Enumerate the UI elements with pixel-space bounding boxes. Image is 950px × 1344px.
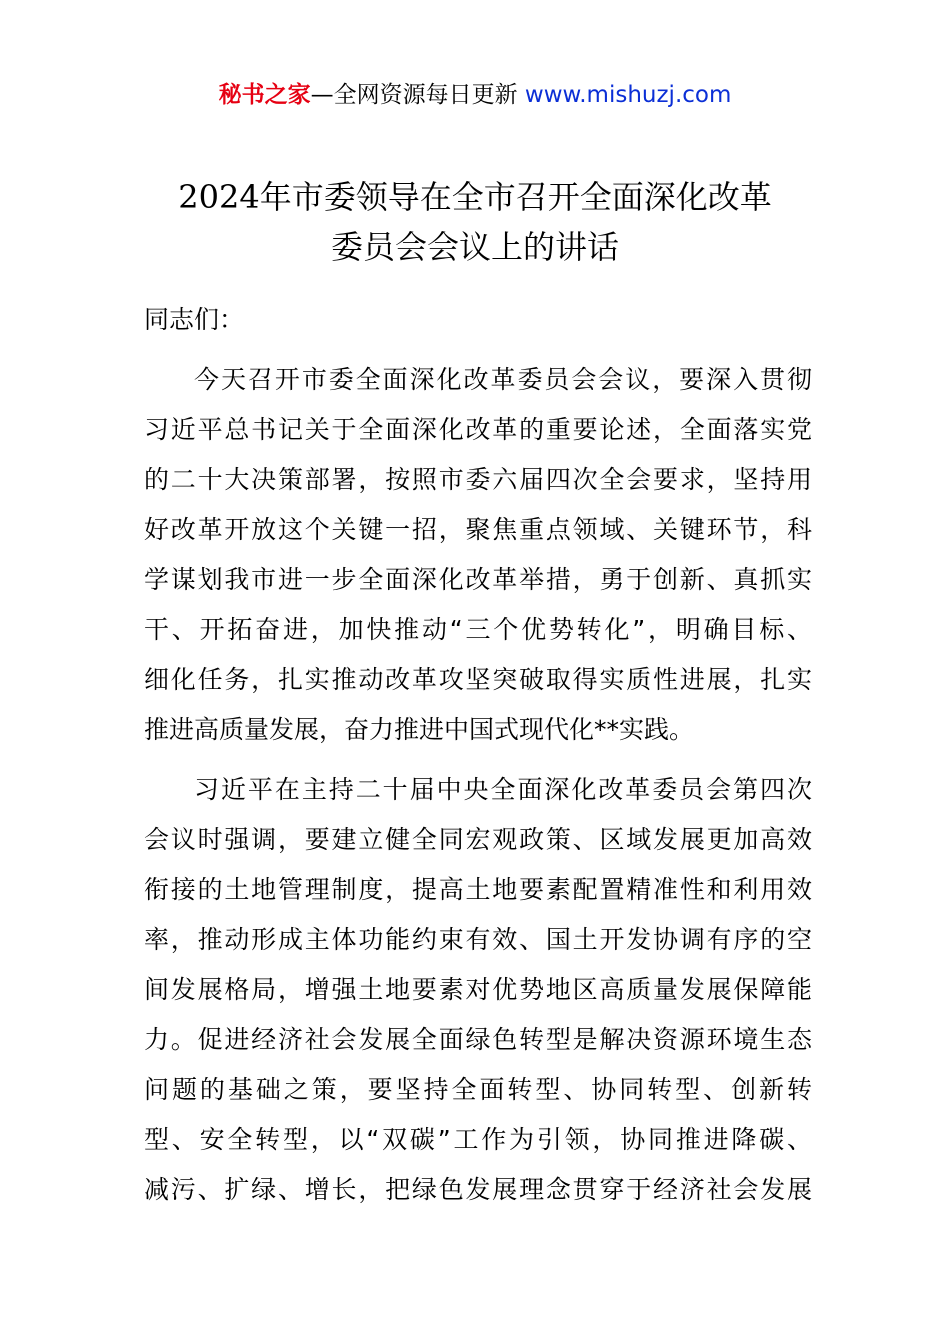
- paragraph-line: 力。促进经济社会发展全面绿色转型是解决资源环境生态: [144, 1025, 812, 1054]
- paragraph-line: 细化任务，扎实推动改革攻坚突破取得实质性进展，扎实: [144, 665, 812, 694]
- paragraph-line: 的二十大决策部署，按照市委六届四次全会要求，坚持用: [144, 465, 812, 494]
- salutation: [144, 295, 812, 345]
- site-url-link[interactable]: www.mishuzj.com: [524, 82, 732, 108]
- paragraph-line: 问题的基础之策，要坚持全面转型、协同转型、创新转: [144, 1075, 812, 1104]
- site-tagline: —全网资源每日更新: [310, 82, 518, 108]
- paragraph-line: 好改革开放这个关键一招，聚焦重点领域、关键环节，科: [144, 515, 812, 544]
- paragraph-line: 型、安全转型，以“双碳”工作为引领，协同推进降碳、: [144, 1125, 812, 1154]
- title-line-1: [100, 172, 850, 222]
- paragraph-line: 减污、扩绿、增长，把绿色发展理念贯穿于经济社会发展: [144, 1175, 812, 1204]
- paragraph-line: 衔接的土地管理制度，提高土地要素配置精准性和利用效: [144, 875, 812, 904]
- paragraph-line: 习近平在主持二十届中央全面深化改革委员会第四次: [194, 775, 812, 804]
- paragraph-line: 今天召开市委全面深化改革委员会会议，要深入贯彻: [194, 365, 812, 394]
- paragraph-line: 习近平总书记关于全面深化改革的重要论述，全面落实党: [144, 415, 812, 444]
- paragraph-line: 间发展格局，增强土地要素对优势地区高质量发展保障能: [144, 975, 812, 1004]
- paragraph-line: 干、开拓奋进，加快推动“三个优势转化”，明确目标、: [144, 615, 812, 644]
- title-line-2: 委员会会议上的讲话: [330, 228, 619, 266]
- document-title: [100, 172, 850, 272]
- site-header: [0, 78, 950, 112]
- paragraph-line: 率，推动形成主体功能约束有效、国土开发协调有序的空: [144, 925, 812, 954]
- paragraph-line: 学谋划我市进一步全面深化改革举措，勇于创新、真抓实: [144, 565, 812, 594]
- site-brand: 秘书之家: [218, 82, 311, 108]
- title-year: 2024: [178, 178, 260, 216]
- title-line-1-text: 年市委领导在全市召开全面深化改革: [259, 178, 772, 216]
- paragraph-2: [144, 765, 812, 1215]
- paragraph-line-last: 推进高质量发展，奋力推进中国式现代化**实践。: [144, 715, 695, 744]
- paragraph-line: 会议时强调，要建立健全同宏观政策、区域发展更加高效: [144, 825, 812, 854]
- paragraph-1: [144, 355, 812, 755]
- salutation-text: 同志们：: [144, 305, 245, 334]
